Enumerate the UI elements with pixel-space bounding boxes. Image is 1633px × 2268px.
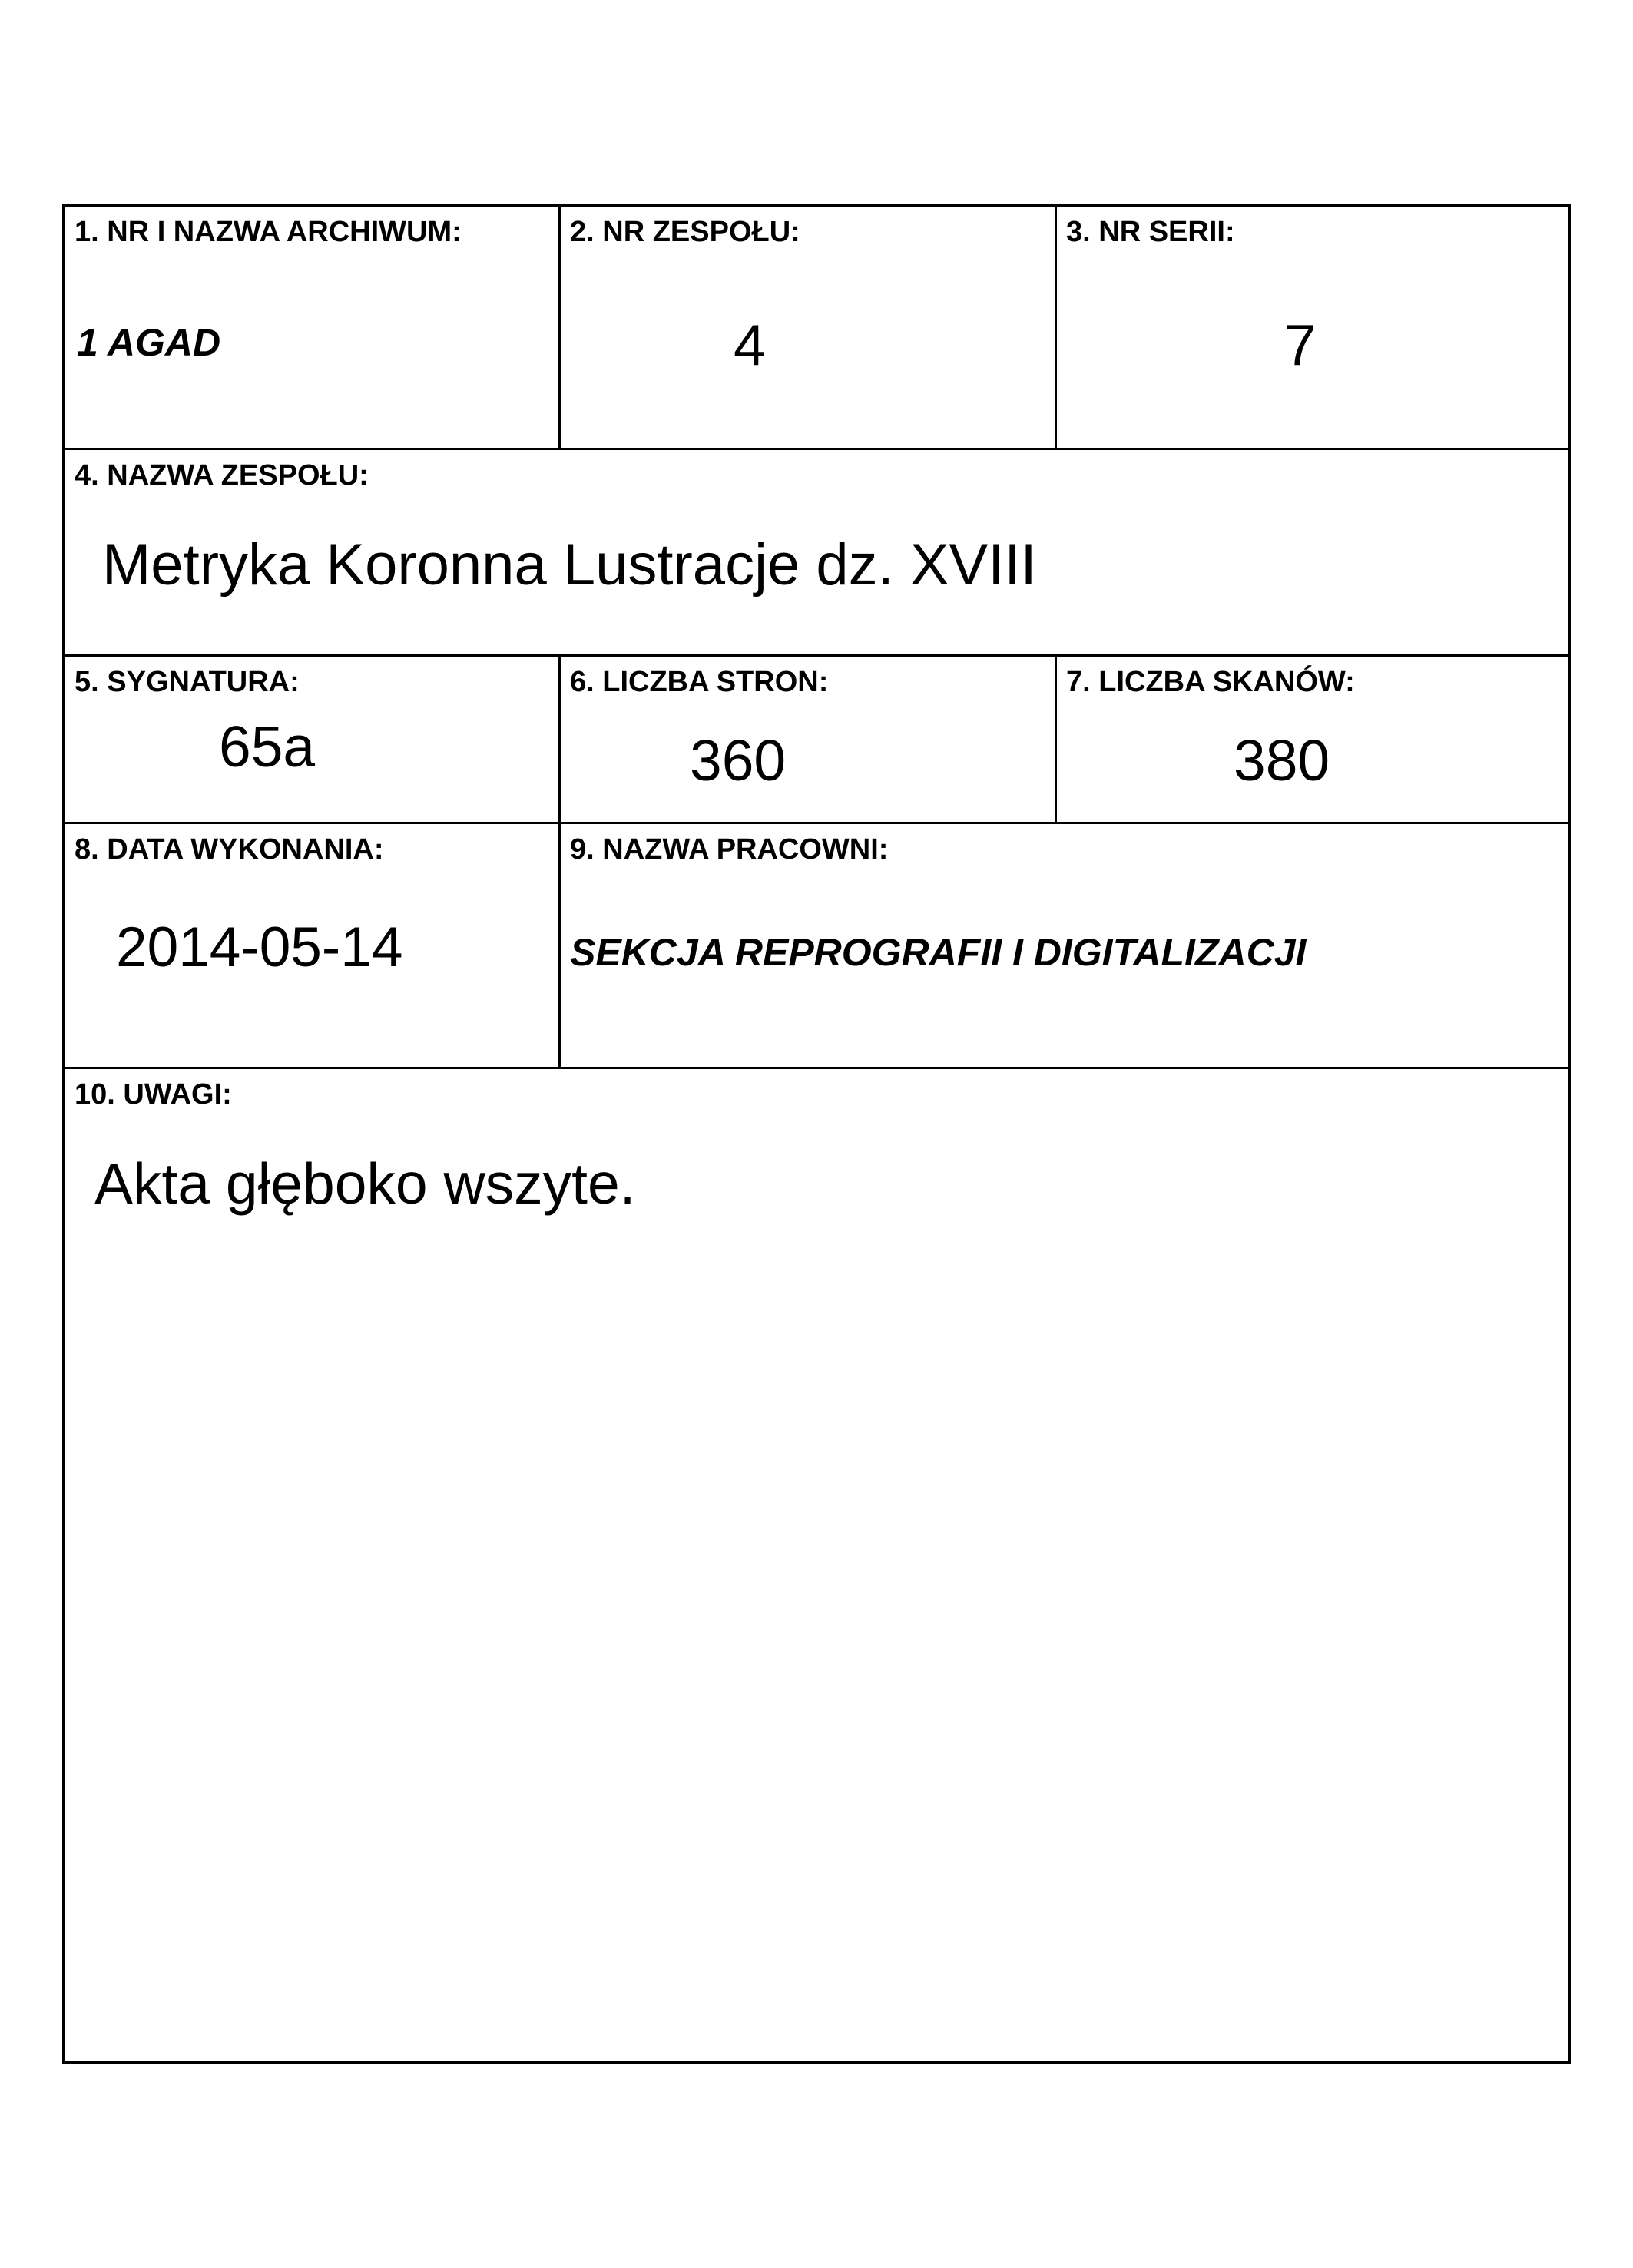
fonds-number-value: 4 bbox=[734, 313, 766, 377]
remarks-label: 10. UWAGI: bbox=[75, 1078, 232, 1111]
cell-series-number bbox=[1057, 207, 1568, 448]
scan-count-value: 380 bbox=[1234, 728, 1330, 793]
cell-signature bbox=[65, 657, 558, 822]
scan-count-label: 7. LICZBA SKANÓW: bbox=[1066, 666, 1355, 698]
signature-label: 5. SYGNATURA: bbox=[75, 666, 300, 698]
cell-fonds-name bbox=[65, 450, 1568, 654]
workshop-label: 9. NAZWA PRACOWNI: bbox=[570, 833, 889, 866]
cell-workshop bbox=[561, 824, 1568, 1067]
page-count-value: 360 bbox=[690, 728, 787, 793]
fonds-number-label: 2. NR ZESPOŁU: bbox=[570, 216, 800, 248]
cell-archive bbox=[65, 207, 558, 448]
metadata-form-table bbox=[62, 204, 1571, 2064]
archive-label: 1. NR I NAZWA ARCHIWUM: bbox=[75, 216, 462, 248]
cell-page-count bbox=[561, 657, 1055, 822]
series-number-label: 3. NR SERII: bbox=[1066, 216, 1235, 248]
series-number-value: 7 bbox=[1284, 313, 1317, 377]
workshop-value: SEKCJA REPROGRAFII I DIGITALIZACJI bbox=[570, 931, 1307, 974]
date-value: 2014-05-14 bbox=[116, 916, 403, 978]
remarks-value: Akta głęboko wszyte. bbox=[94, 1151, 636, 1216]
cell-fonds-number bbox=[561, 207, 1055, 448]
signature-value: 65a bbox=[219, 714, 316, 779]
page-count-label: 6. LICZBA STRON: bbox=[570, 666, 829, 698]
date-label: 8. DATA WYKONANIA: bbox=[75, 833, 384, 866]
cell-date bbox=[65, 824, 558, 1067]
archive-value: 1 AGAD bbox=[77, 321, 221, 364]
fonds-name-value: Metryka Koronna Lustracje dz. XVIII bbox=[102, 532, 1037, 598]
cell-scan-count bbox=[1057, 657, 1568, 822]
cell-remarks bbox=[65, 1069, 1568, 2061]
fonds-name-label: 4. NAZWA ZESPOŁU: bbox=[75, 459, 369, 492]
